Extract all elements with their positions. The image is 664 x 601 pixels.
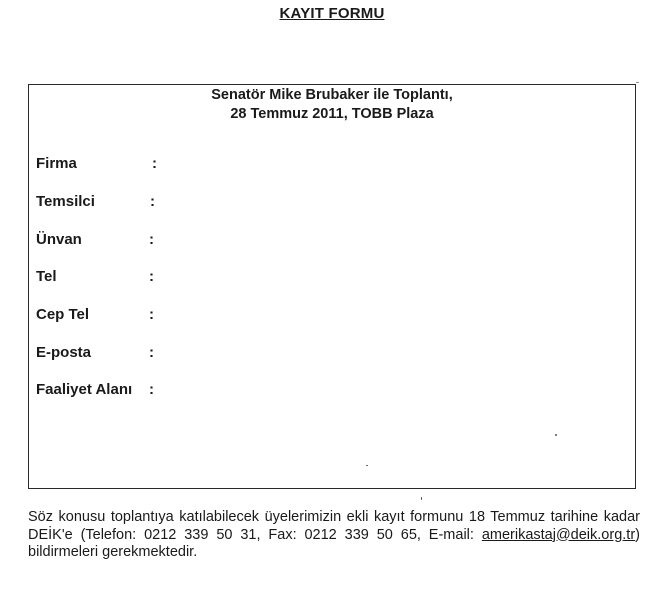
contact-email-link[interactable]: amerikastaj@deik.org.tr — [481, 526, 636, 543]
field-colon: : — [149, 268, 154, 285]
firma-field[interactable] — [176, 154, 616, 174]
form-title: KAYIT FORMU — [279, 5, 385, 22]
scan-speck — [366, 465, 368, 466]
field-label: Cep Tel — [36, 306, 90, 323]
field-label: E-posta — [36, 344, 92, 361]
event-title-line: Senatör Mike Brubaker ile Toplantı, — [211, 87, 453, 103]
field-colon: : — [149, 231, 154, 248]
field-colon: : — [149, 381, 154, 398]
field-label: Ünvan — [36, 231, 82, 248]
tel-field[interactable] — [176, 267, 616, 287]
scan-speck — [421, 497, 422, 500]
event-date-location-line: 28 Temmuz 2011, TOBB Plaza — [230, 106, 434, 122]
faaliyet-alani-field[interactable] — [176, 380, 616, 400]
scan-speck — [636, 82, 639, 83]
field-colon: : — [152, 155, 157, 172]
instructions-paragraph — [28, 509, 640, 562]
instructions-text-end: ) bildirmeleri gerekmektedir. — [28, 526, 640, 560]
field-colon: : — [150, 193, 155, 210]
field-label: Temsilci — [36, 193, 95, 210]
instructions-text: Söz konusu toplantıya katılabilecek üyelerimizin ekli kayıt formunu 18 Temmuz tarihine kadar DEİK'e (Telefon: 0212 339 50 31, Fax: 0212 339 50 65, E-mail: — [28, 509, 640, 543]
scan-speck — [555, 434, 557, 436]
e-posta-field[interactable] — [176, 343, 616, 363]
registration-form-box — [28, 84, 636, 489]
temsilci-field[interactable] — [176, 192, 616, 212]
field-colon: : — [149, 306, 154, 323]
event-heading — [29, 86, 635, 124]
field-label: Firma — [36, 155, 77, 172]
field-label: Tel — [36, 268, 57, 285]
field-label: Faaliyet Alanı — [36, 381, 133, 398]
field-colon: : — [149, 344, 154, 361]
unvan-field[interactable] — [176, 230, 616, 250]
cep-tel-field[interactable] — [176, 305, 616, 325]
